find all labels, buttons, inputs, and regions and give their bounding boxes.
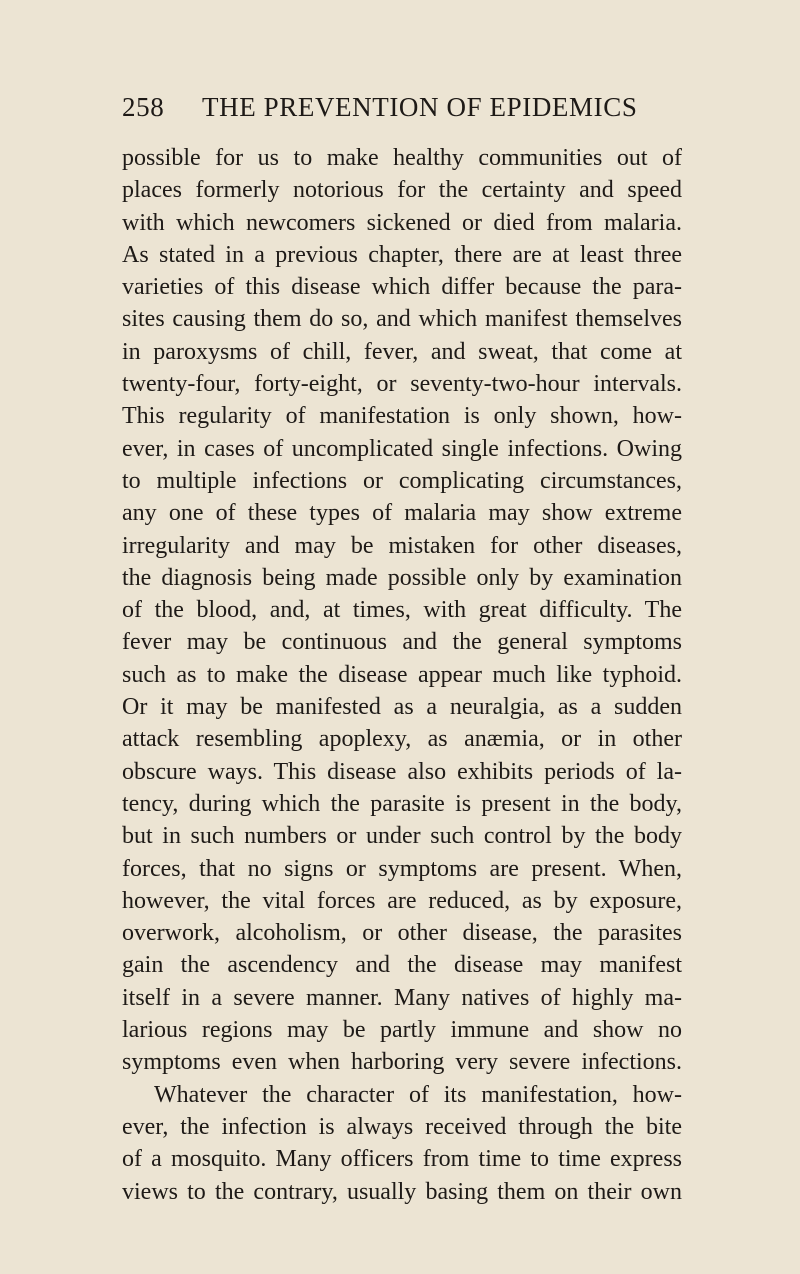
text-line: symptoms even when harboring very severe infections.	[122, 1049, 682, 1076]
text-line: fever may be continuous and the general symptoms	[122, 629, 682, 656]
text-line: but in such numbers or under such control by the body	[122, 823, 682, 850]
text-line: overwork, alcoholism, or other disease, the parasites	[122, 920, 682, 947]
text-line: obscure ways. This disease also exhibits periods of la-	[122, 758, 682, 785]
text-line: places formerly notorious for the certainty and speed	[122, 177, 682, 204]
text-line: in paroxysms of chill, fever, and sweat, that come at	[122, 338, 682, 365]
text-line: ever, in cases of uncomplicated single infections. Owing	[122, 435, 682, 462]
text-line: irregularity and may be mistaken for other diseases,	[122, 532, 682, 559]
text-line: views to the contrary, usually basing them on their own	[122, 1178, 682, 1205]
text-line: varieties of this disease which differ because the para-	[122, 274, 682, 301]
text-line: Or it may be manifested as a neuralgia, as a sudden	[122, 694, 682, 721]
text-line: however, the vital forces are reduced, as by exposure,	[122, 887, 682, 914]
page-number: 258	[122, 92, 165, 122]
page-header	[122, 92, 682, 132]
text-line-paragraph-start: Whatever the character of its manifestation, how-	[154, 1081, 682, 1108]
text-line: of a mosquito. Many officers from time to time express	[122, 1146, 682, 1173]
text-line: with which newcomers sickened or died from malaria.	[122, 209, 682, 236]
text-line: possible for us to make healthy communities out of	[122, 145, 682, 171]
text-line: As stated in a previous chapter, there are at least three	[122, 241, 682, 268]
text-line: to multiple infections or complicating circumstances,	[122, 467, 682, 494]
text-line: the diagnosis being made possible only by examination	[122, 564, 682, 591]
text-line: gain the ascendency and the disease may manifest	[122, 952, 682, 979]
text-line: itself in a severe manner. Many natives of highly ma-	[122, 984, 682, 1011]
text-line: any one of these types of malaria may show extreme	[122, 500, 682, 527]
text-line: tency, during which the parasite is present in the body,	[122, 790, 682, 817]
text-line: ever, the infection is always received through the bite	[122, 1113, 682, 1140]
text-line: sites causing them do so, and which manifest themselves	[122, 306, 682, 333]
text-line: larious regions may be partly immune and show no	[122, 1017, 682, 1044]
running-title: THE PREVENTION OF EPIDEMICS	[202, 92, 638, 122]
text-line: forces, that no signs or symptoms are present. When,	[122, 855, 682, 882]
text-line: of the blood, and, at times, with great difficulty. The	[122, 597, 682, 624]
text-line: attack resembling apoplexy, as anæmia, or in other	[122, 726, 682, 753]
text-line: twenty-four, forty-eight, or seventy-two-hour intervals.	[122, 371, 682, 398]
text-line: such as to make the disease appear much like typhoid.	[122, 661, 682, 688]
text-line: This regularity of manifestation is only shown, how-	[122, 403, 682, 430]
body-text	[122, 142, 682, 1208]
